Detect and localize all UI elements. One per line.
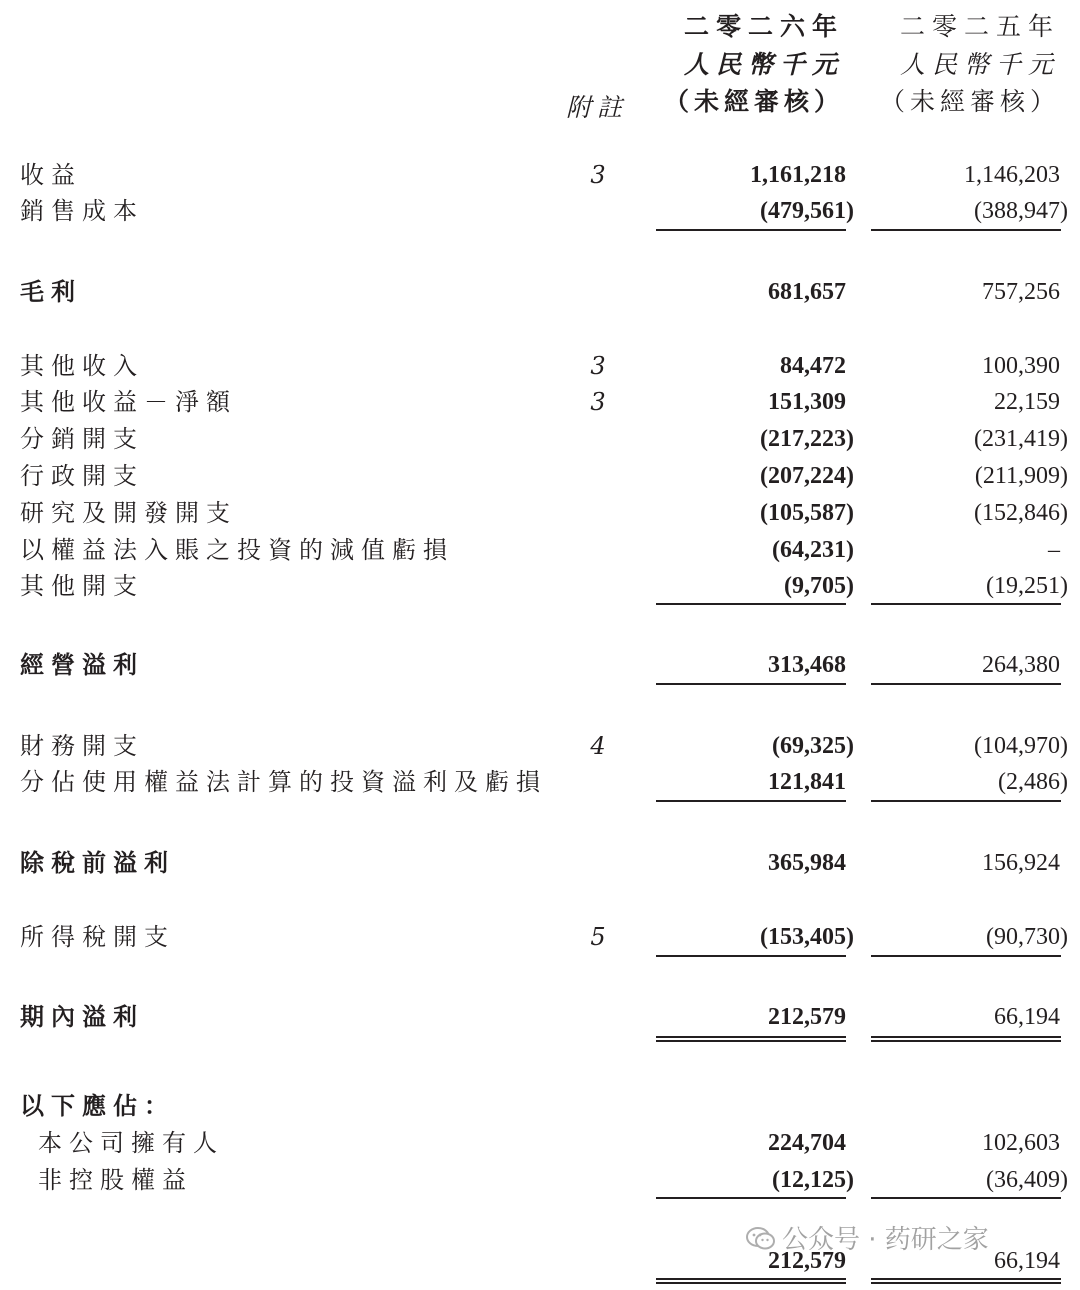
row-label: 銷售成本 <box>20 197 144 225</box>
col2-audit: （未經審核） <box>879 87 1060 116</box>
value-2026: (207,224) <box>760 463 854 489</box>
row-distribution-expenses <box>0 421 1080 457</box>
total-double-rule <box>871 1036 1061 1042</box>
row-label: 除稅前溢利 <box>20 848 175 877</box>
subtotal-rule <box>871 229 1061 231</box>
row-label: 分佔使用權益法計算的投資溢利及虧損 <box>20 768 547 796</box>
total-double-rule <box>656 1278 846 1284</box>
value-2026: (479,561) <box>760 198 854 224</box>
row-income-tax <box>0 919 1080 955</box>
value-2025: 100,390 <box>982 353 1060 379</box>
row-note: 3 <box>590 161 606 189</box>
row-label: 分銷開支 <box>20 425 144 453</box>
row-label: 行政開支 <box>20 462 144 490</box>
row-operating-profit <box>0 647 1080 683</box>
note-column-header: 附註 <box>566 93 629 122</box>
row-other-gains <box>0 384 1080 420</box>
row-label: 收益 <box>20 161 82 189</box>
value-2025: (231,419) <box>974 426 1068 452</box>
value-2025: (19,251) <box>986 573 1068 599</box>
value-2026: (12,125) <box>772 1167 854 1193</box>
value-2025: (388,947) <box>974 198 1068 224</box>
subtotal-rule <box>871 1197 1061 1199</box>
row-note: 5 <box>590 923 606 951</box>
value-2025: (90,730) <box>986 924 1068 950</box>
value-2026: (217,223) <box>760 426 854 452</box>
row-label: 其他收益－淨額 <box>20 388 237 416</box>
row-label: 財務開支 <box>20 732 144 760</box>
value-2026: (9,705) <box>784 573 854 599</box>
row-label: 其他收入 <box>20 352 144 380</box>
value-2025: 1,146,203 <box>964 162 1060 188</box>
subtotal-rule <box>656 683 846 685</box>
watermark-text: 公众号 · 药研之家 <box>782 1225 989 1255</box>
row-other-income <box>0 348 1080 384</box>
row-non-controlling <box>0 1162 1080 1198</box>
row-label: 毛利 <box>20 277 82 306</box>
value-2025: (211,909) <box>974 463 1068 489</box>
row-label: 非控股權益 <box>38 1166 193 1194</box>
value-2026: 681,657 <box>768 279 846 305</box>
col1-audit: （未經審核） <box>663 87 844 116</box>
row-note: 3 <box>590 388 606 416</box>
wechat-icon <box>746 1226 776 1252</box>
row-profit-before-tax <box>0 845 1080 881</box>
subtotal-rule <box>871 955 1061 957</box>
row-label: 本公司擁有人 <box>38 1129 224 1157</box>
row-label: 研究及開發開支 <box>20 499 237 527</box>
row-label: 以權益法入賬之投資的減值虧損 <box>20 536 454 564</box>
value-2025: 757,256 <box>982 279 1060 305</box>
value-2025: 102,603 <box>982 1130 1060 1156</box>
row-label: 以下應佔： <box>20 1091 175 1120</box>
value-2026: (64,231) <box>772 537 854 563</box>
row-label: 經營溢利 <box>20 650 144 679</box>
row-label: 期內溢利 <box>20 1002 144 1031</box>
watermark <box>746 1222 989 1258</box>
row-note: 4 <box>590 732 606 760</box>
row-label: 其他開支 <box>20 572 144 600</box>
row-other-expenses <box>0 568 1080 604</box>
value-2026: 121,841 <box>768 769 846 795</box>
col1-unit: 人民幣千元 <box>683 50 844 79</box>
value-2026: 1,161,218 <box>750 162 846 188</box>
row-gross-profit <box>0 274 1080 310</box>
value-2025: 22,159 <box>994 389 1060 415</box>
col2-year: 二零二五年 <box>899 12 1060 41</box>
value-2026: (69,325) <box>772 733 854 759</box>
subtotal-rule <box>656 1197 846 1199</box>
subtotal-rule <box>871 800 1061 802</box>
value-2026: 212,579 <box>768 1004 846 1030</box>
value-2026: (105,587) <box>760 500 854 526</box>
value-2026: (153,405) <box>760 924 854 950</box>
value-2026: 212,579 <box>768 1248 846 1274</box>
value-2026: 151,309 <box>768 389 846 415</box>
total-double-rule <box>871 1278 1061 1284</box>
row-rnd-expenses <box>0 495 1080 531</box>
col2-unit: 人民幣千元 <box>899 50 1060 79</box>
value-2025: 66,194 <box>994 1248 1060 1274</box>
row-share-of-investments <box>0 764 1080 800</box>
value-2025: – <box>1048 537 1060 563</box>
value-2025: (152,846) <box>974 500 1068 526</box>
subtotal-rule <box>656 229 846 231</box>
row-finance-costs <box>0 728 1080 764</box>
subtotal-rule <box>656 800 846 802</box>
subtotal-rule <box>656 955 846 957</box>
row-owners <box>0 1125 1080 1161</box>
row-profit-for-period <box>0 999 1080 1035</box>
value-2025: (36,409) <box>986 1167 1068 1193</box>
value-2025: (2,486) <box>998 769 1068 795</box>
row-impairment <box>0 532 1080 568</box>
value-2025: 66,194 <box>994 1004 1060 1030</box>
row-cost-of-sales <box>0 193 1080 229</box>
col1-year: 二零二六年 <box>683 12 844 41</box>
row-note: 3 <box>590 352 606 380</box>
subtotal-rule <box>656 603 846 605</box>
value-2025: 156,924 <box>982 850 1060 876</box>
value-2026: 84,472 <box>780 353 846 379</box>
total-double-rule <box>656 1036 846 1042</box>
row-admin-expenses <box>0 458 1080 494</box>
row-label: 所得稅開支 <box>20 923 175 951</box>
row-attributable-to <box>0 1088 1080 1124</box>
value-2026: 224,704 <box>768 1130 846 1156</box>
subtotal-rule <box>871 683 1061 685</box>
subtotal-rule <box>871 603 1061 605</box>
row-revenue <box>0 157 1080 193</box>
value-2026: 365,984 <box>768 850 846 876</box>
value-2026: 313,468 <box>768 652 846 678</box>
value-2025: 264,380 <box>982 652 1060 678</box>
value-2025: (104,970) <box>974 733 1068 759</box>
